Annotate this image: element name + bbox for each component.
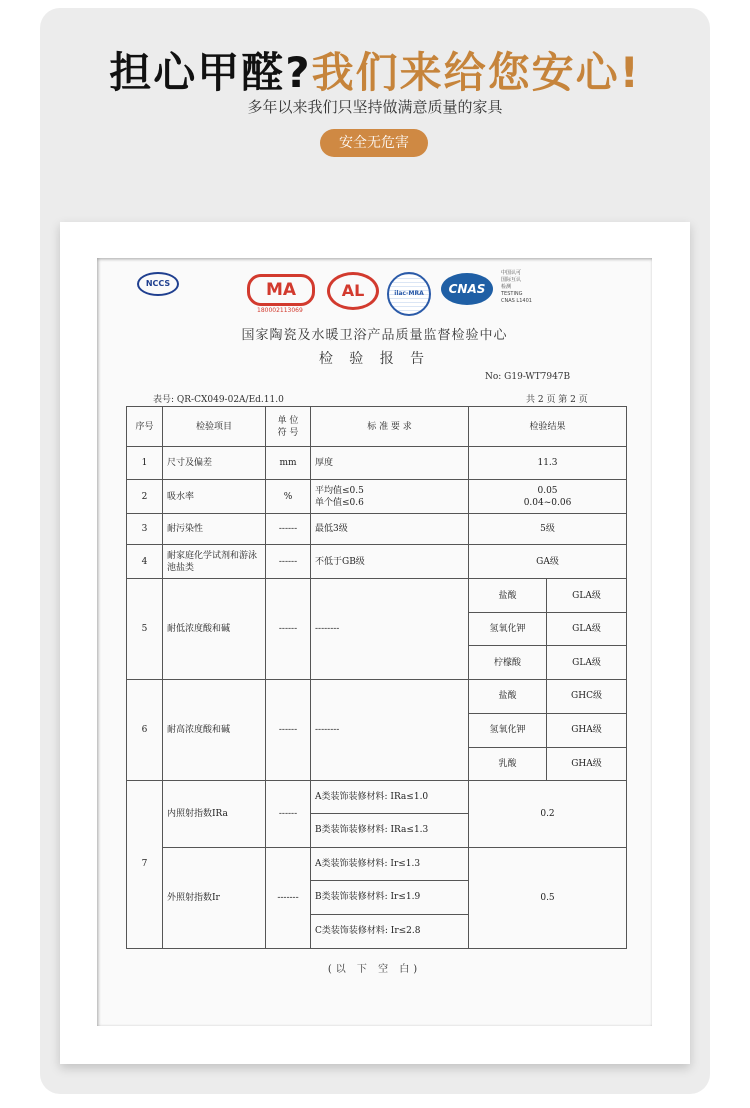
cma-logo: MA [247,274,315,306]
header-unit: 单 位 符 号 [266,407,311,447]
table-row [127,847,627,880]
cnas-caption-line: 中国认可 [501,270,522,276]
row-requirement: C类装饰装修材料: Ir≤2.8 [311,914,469,948]
headline [0,40,750,100]
row-item: 尺寸及偏差 [163,447,266,480]
table-row [127,480,627,514]
table-row [127,514,627,545]
row-unit: % [266,480,311,514]
safety-badge: 安全无危害 [320,129,428,157]
row-requirement: -------- [311,680,469,780]
header-item: 检验项目 [163,407,266,447]
subline: 多年以来我们只坚持做满意质量的家具 [247,98,503,116]
sub-test-grade: GHC级 [547,680,627,713]
sub-test-grade: GHA级 [547,713,627,747]
headline-dark: 担心甲醛? [109,48,312,97]
row-item: 耐污染性 [163,514,266,545]
row-result: 11.3 [469,447,627,480]
sub-test-name: 盐酸 [469,579,547,613]
sub-test-grade: GLA级 [547,579,627,613]
cnas-caption-line: 国际互认 [501,277,522,283]
row-seq: 6 [127,680,163,780]
table-row [127,680,627,713]
sub-test-grade: GHA级 [547,747,627,780]
row-seq: 1 [127,447,163,480]
sub-test-name: 乳酸 [469,747,547,780]
cma-number: 180002113069 [257,307,303,314]
row-unit: mm [266,447,311,480]
row-item: 耐低浓度酸和碱 [163,579,266,680]
row-requirement: 不低于GB级 [311,545,469,579]
row-requirement: 最低3级 [311,514,469,545]
issuing-organization: 国家陶瓷及水暖卫浴产品质量监督检验中心 [241,328,508,343]
report-number: No: G19-WT7947B [485,372,571,382]
table-row [127,545,627,579]
row-item: 耐家庭化学试剂和游泳池盐类 [163,545,266,579]
row-requirement: B类装饰装修材料: Ir≤1.9 [311,880,469,914]
cnas-caption-line: TESTING [501,291,523,297]
sub-test-grade: GLA级 [547,613,627,646]
row-item: 外照射指数Ir [163,847,266,948]
row-result: 0.5 [469,847,627,948]
header-result: 检验结果 [469,407,627,447]
row-seq: 7 [127,780,163,948]
form-number: 表号: QR-CX049-02A/Ed.11.0 [153,395,284,405]
table-row [127,447,627,480]
row-requirement: A类装饰装修材料: IRa≤1.0 [311,780,469,813]
row-seq: 2 [127,480,163,514]
sub-test-name: 盐酸 [469,680,547,713]
cal-logo: AL [327,272,379,310]
row-requirement: A类装饰装修材料: Ir≤1.3 [311,847,469,880]
sub-test-name: 氢氧化钾 [469,613,547,646]
row-seq: 3 [127,514,163,545]
row-item: 耐高浓度酸和碱 [163,680,266,780]
row-unit: ------- [266,847,311,948]
table-header-row [127,407,627,447]
sub-test-grade: GLA级 [547,646,627,680]
row-item: 内照射指数IRa [163,780,266,847]
inspection-report [97,258,652,1026]
row-result: 0.2 [469,780,627,847]
row-result: 5级 [469,514,627,545]
row-result: 0.05 0.04~0.06 [469,480,627,514]
sub-test-name: 氢氧化钾 [469,713,547,747]
nccs-logo: NCCS [137,272,179,296]
report-title: 检 验 报 告 [318,351,431,367]
row-seq: 5 [127,579,163,680]
row-result: GA级 [469,545,627,579]
table-row [127,780,627,813]
header-seq: 序号 [127,407,163,447]
cnas-caption-line: 检测 [501,284,512,290]
row-seq: 4 [127,545,163,579]
header-requirement: 标 准 要 求 [311,407,469,447]
cnas-caption [501,270,561,305]
row-unit: ------ [266,545,311,579]
row-item: 吸水率 [163,480,266,514]
certification-logos [97,268,652,318]
row-requirement: 厚度 [311,447,469,480]
cnas-caption-line: CNAS L1401 [501,298,532,304]
table-row [127,579,627,613]
blank-below-note: (以 下 空 白) [327,964,422,975]
ilac-mra-logo: ilac-MRA [387,272,431,316]
cnas-logo: CNAS [441,273,493,305]
row-unit: ------ [266,780,311,847]
row-requirement: -------- [311,579,469,680]
sub-test-name: 柠檬酸 [469,646,547,680]
row-unit: ------ [266,514,311,545]
page-count: 共 2 页 第 2 页 [526,395,588,405]
test-results-table [126,406,627,949]
row-requirement: B类装饰装修材料: IRa≤1.3 [311,813,469,847]
headline-accent: 我们来给您安心! [311,48,641,97]
row-requirement: 平均值≤0.5 单个值≤0.6 [311,480,469,514]
row-unit: ------ [266,680,311,780]
row-unit: ------ [266,579,311,680]
